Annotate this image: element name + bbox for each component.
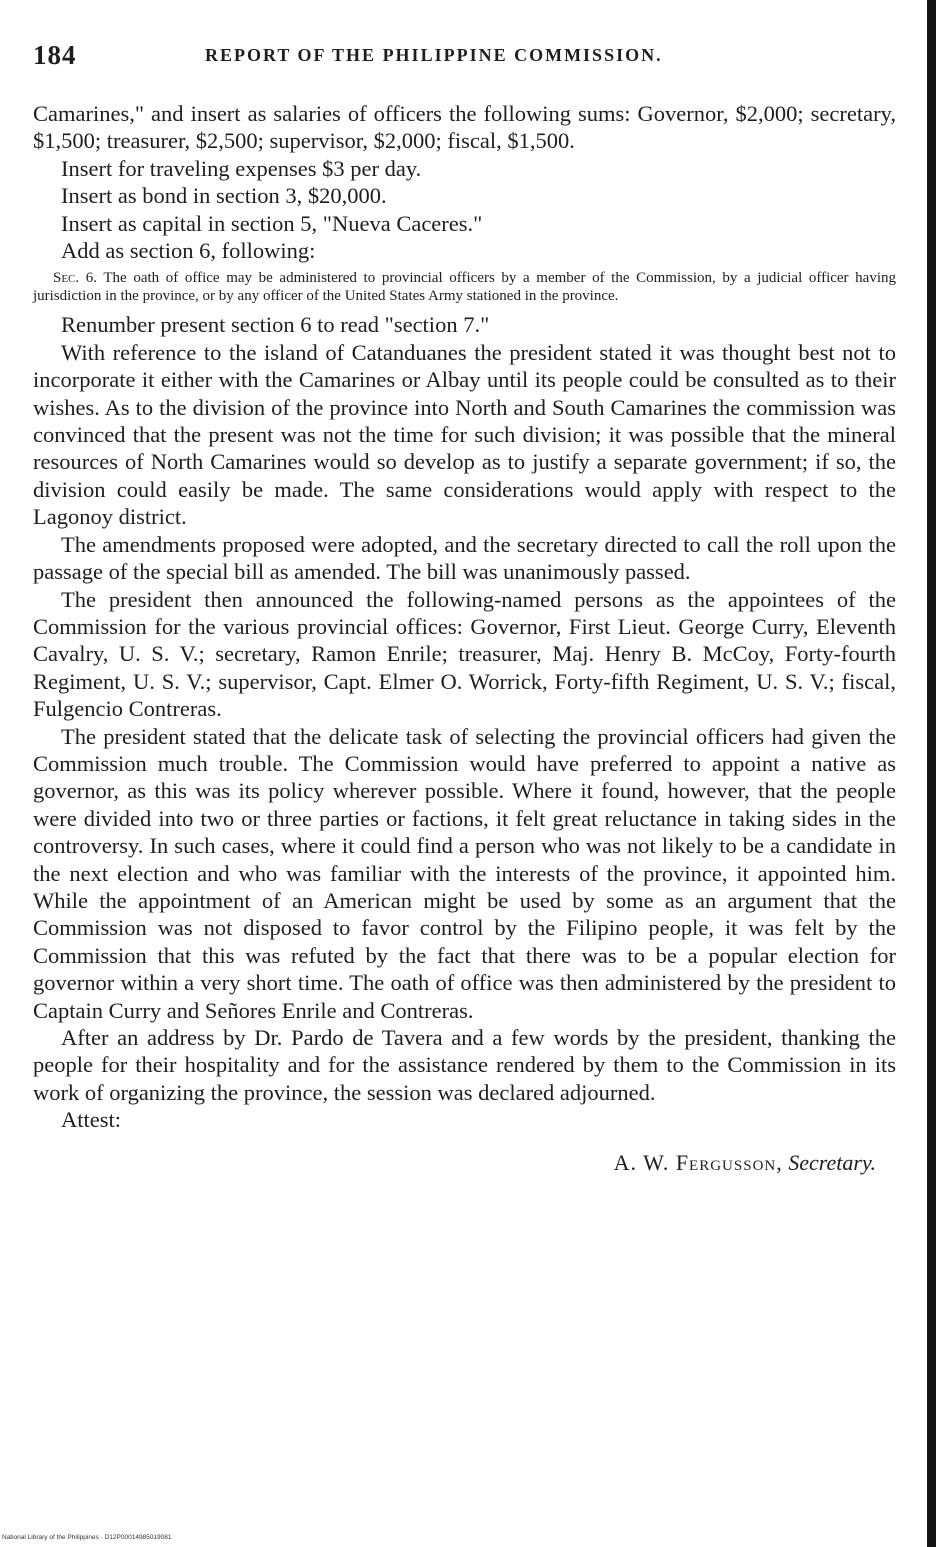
paragraph-appointees: The president then announced the following-named persons as the appointees of the Commission for the various provincial offices: Governor, First Lieut. George Curry, Eleventh Cavalry, U. S. V.; secretary, Ramon Enrile; treasurer, Maj. Henry B. McCoy, Forty-fourth Regiment, U. S. V.; supervisor, Capt. Elmer O. Worrick, Forty-fifth Regiment, U. S. V.; fiscal, Fulgencio Contreras. (33, 586, 896, 722)
document-page (33, 40, 896, 1176)
paragraph-attest: Attest: (61, 1107, 121, 1133)
signatory-name: A. W. Fergusson, (613, 1149, 783, 1175)
scan-edge-strip (927, 0, 936, 1547)
paragraph-capital: Insert as capital in section 5, "Nueva Caceres." (61, 210, 483, 236)
body-text (33, 100, 896, 1134)
section-label: Sec. 6. (53, 270, 98, 287)
section-text: The oath of office may be administered to provincial officers by a member of the Commission, by a judicial officer having jurisdiction in the province, or by any officer of the United States Army stationed in the province. (33, 270, 896, 304)
paragraph-selection: The president stated that the delicate task of selecting the provincial officers had given the Commission much trouble. The Commission would have preferred to appoint a native as governor, as this was its policy wherever possible. Where it found, however, that the people were divided into two or three parties or factions, it felt great reluctance in taking sides in the controversy. In such cases, where it could find a person who was not likely to be a candidate in the next election and who was familiar with the interests of the province, it appointed him. While the appointment of an American might be used by some as an argument that the Commission was not disposed to favor control by the Filipino people, it was felt by the Commission that this was refuted by the fact that there was to be a popular election for governor within a very short time. The oath of office was then administered by the president to Captain Curry and Señores Enrile and Contreras. (33, 723, 896, 1023)
signatory-title: Secretary. (788, 1149, 876, 1175)
page-number: 184 (33, 40, 77, 70)
paragraph-add-section: Add as section 6, following: (61, 238, 316, 264)
signature-block (33, 1150, 896, 1176)
paragraph-amendments: The amendments proposed were adopted, and the secretary directed to call the roll upon the passage of the special bill as amended. The bill was unanimously passed. (33, 531, 896, 585)
paragraph-bond: Insert as bond in section 3, $20,000. (61, 183, 387, 209)
quoted-section-6 (33, 270, 896, 305)
scan-footer: National Library of the Philippines · D12P00014985019081 (2, 1534, 172, 1541)
paragraph-renumber: Renumber present section 6 to read "section 7." (61, 312, 490, 338)
paragraph-catanduanes: With reference to the island of Catanduanes the president stated it was thought best not to incorporate it either with the Camarines or Albay until its people could be consulted as to their wishes. As to the division of the province into North and South Camarines the commission was convinced that the present was not the time for such division; it was possible that the mineral resources of North Camarines would so develop as to justify a separate government; if so, the division could easily be made. The same considerations would apply with respect to the Lagonoy district. (33, 339, 896, 530)
running-head: REPORT OF THE PHILIPPINE COMMISSION. (205, 45, 663, 65)
page-header (33, 40, 896, 82)
paragraph-continuation: Camarines," and insert as salaries of officers the following sums: Governor, $2,000; secretary, $1,500; treasurer, $2,500; supervisor, $2,000; fiscal, $1,500. (33, 101, 896, 154)
paragraph-adjournment: After an address by Dr. Pardo de Tavera and a few words by the president, thanking the people for their hospitality and for the assistance rendered by them to the Commission in its work of organizing the province, the session was declared adjourned. (33, 1025, 896, 1105)
paragraph-traveling-expenses: Insert for traveling expenses $3 per day. (61, 155, 422, 181)
